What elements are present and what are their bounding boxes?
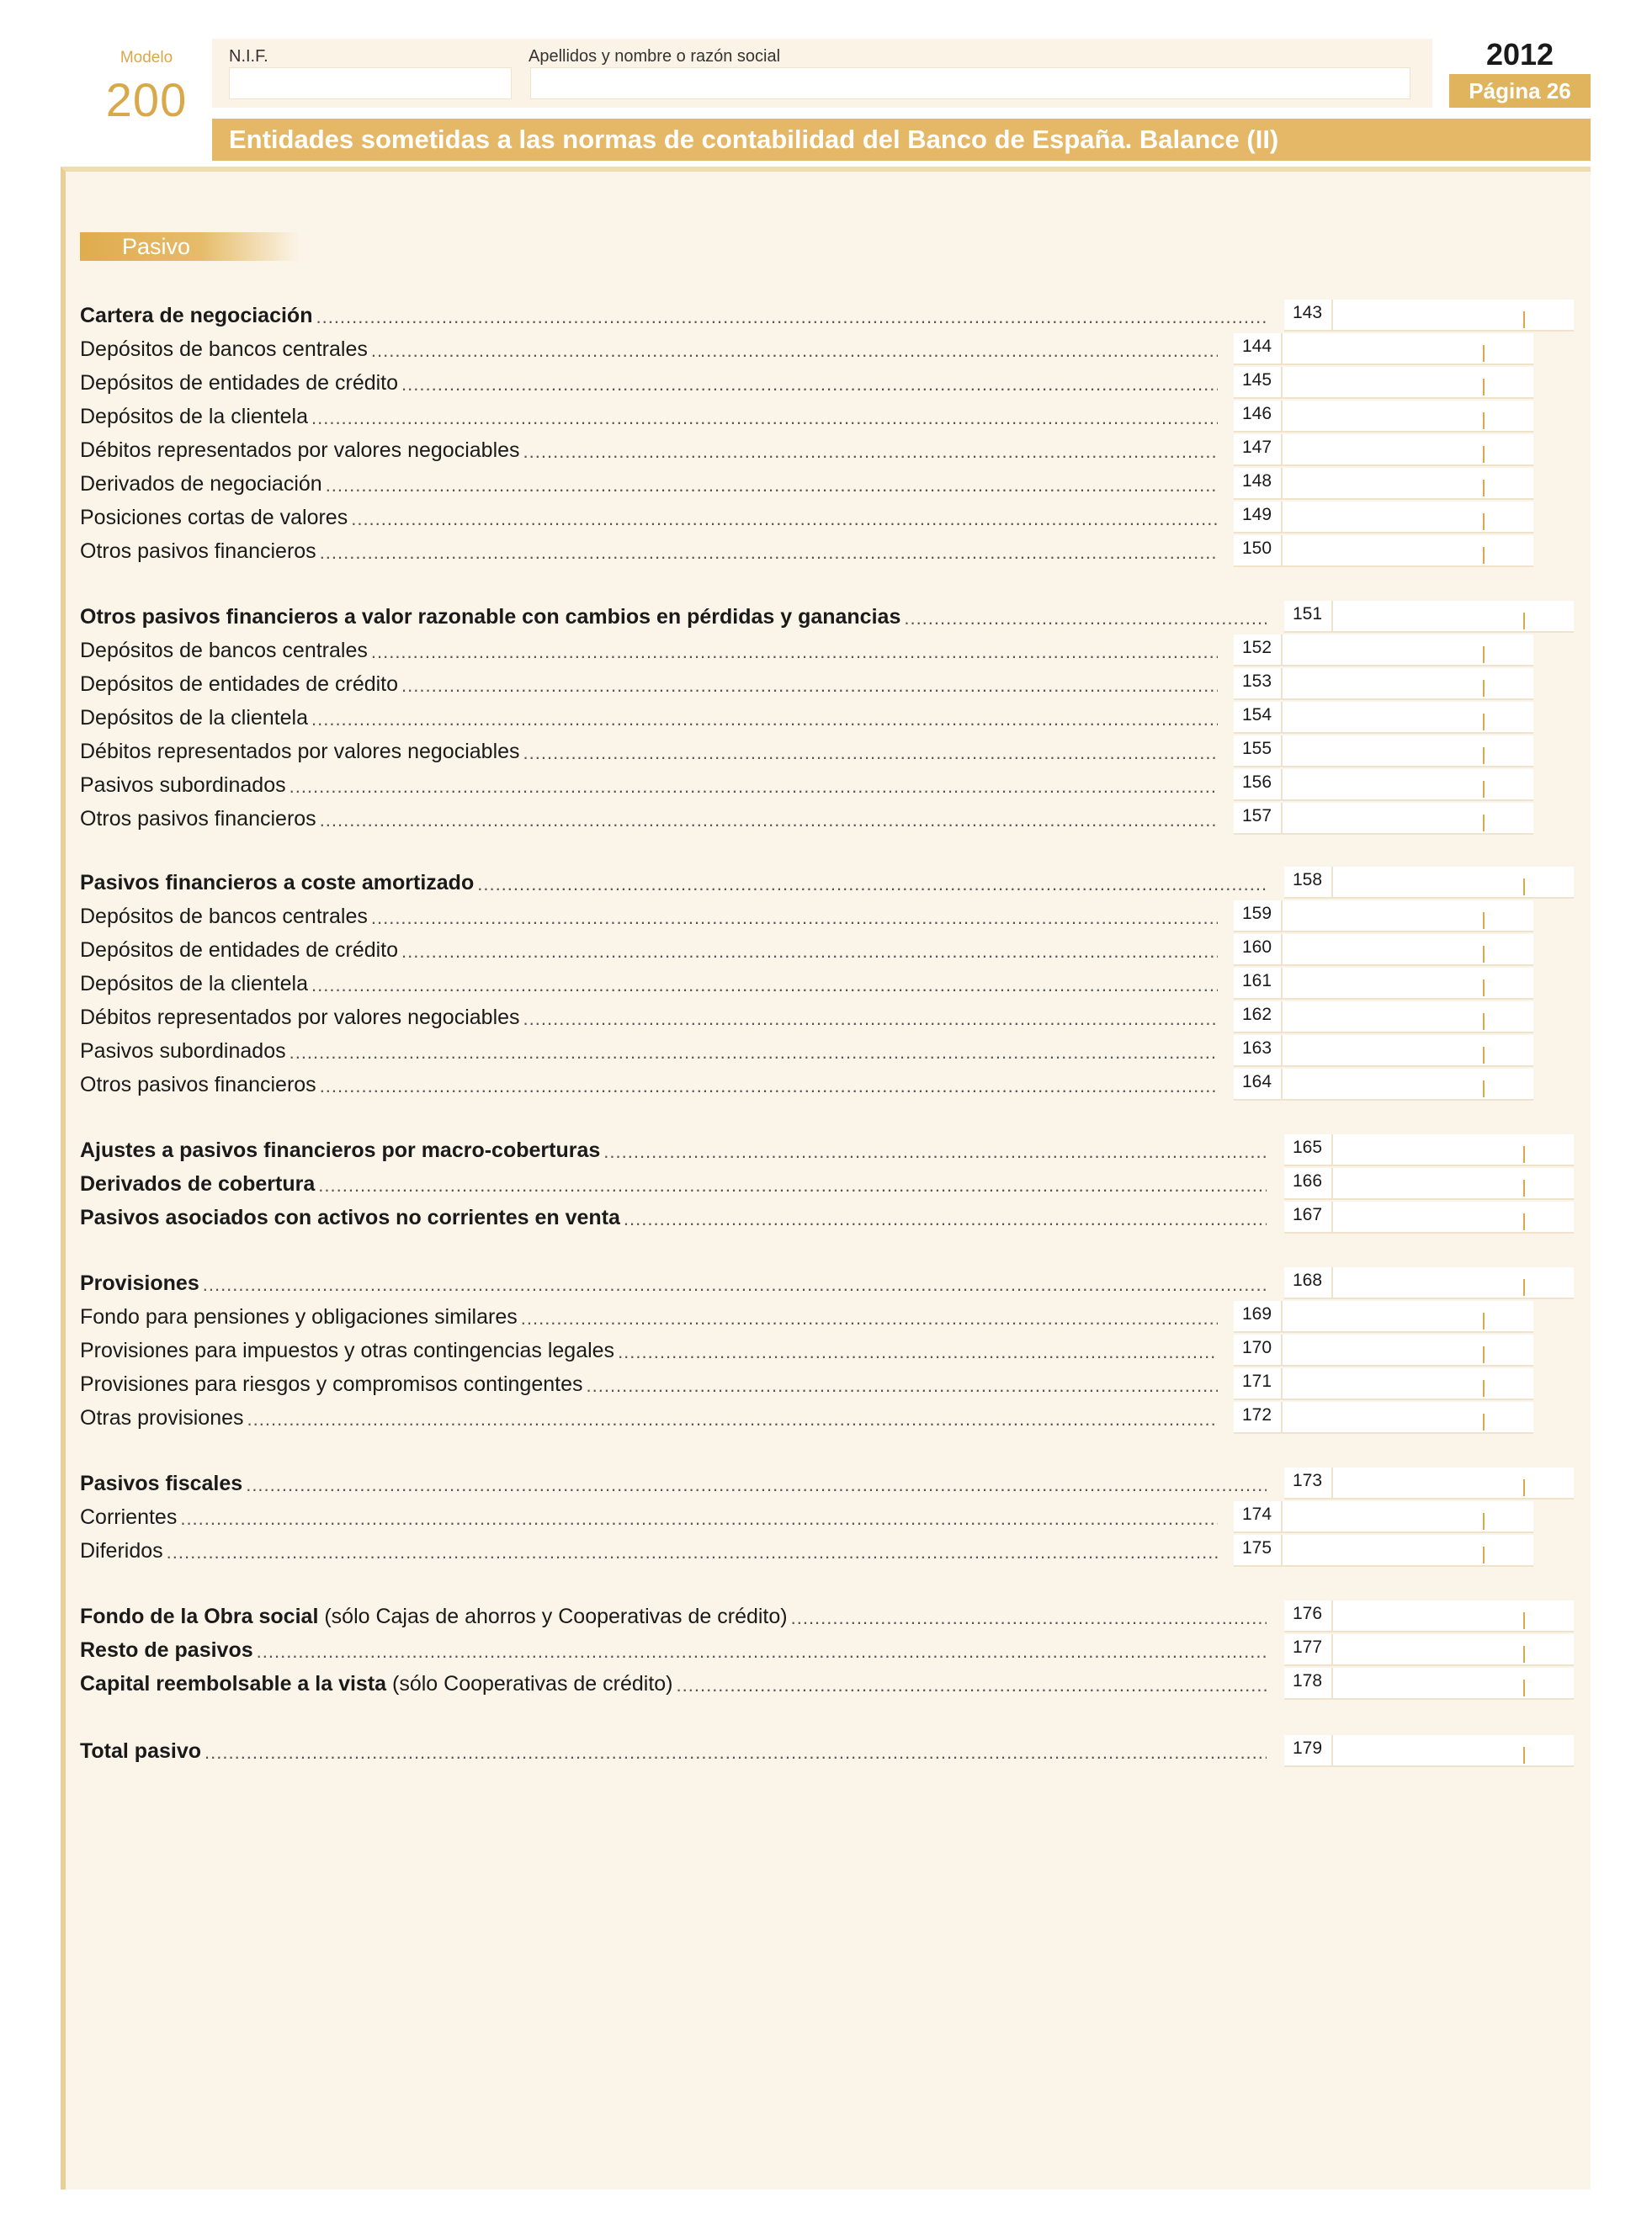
- row-label-text: Provisiones para riesgos y compromisos contingentes: [80, 1372, 583, 1396]
- row-label-note: (sólo Cajas de ahorros y Cooperativas de crédito): [318, 1605, 788, 1628]
- field-code: 170: [1234, 1335, 1283, 1367]
- field-code: 171: [1234, 1368, 1283, 1400]
- amount-field[interactable]: [1284, 1668, 1574, 1700]
- leader-dots: [316, 306, 1267, 332]
- row-label-text: Corrientes: [80, 1505, 178, 1529]
- amount-field[interactable]: [1284, 601, 1574, 633]
- page-title: Entidades sometidas a las normas de contabilidad del Banco de España. Balance (II): [212, 119, 1591, 161]
- decimal-separator-mark: [1483, 1346, 1485, 1363]
- field-code: 175: [1234, 1535, 1283, 1567]
- decimal-separator-mark: [1523, 613, 1525, 629]
- row-label: [80, 871, 474, 899]
- decimal-separator-mark: [1523, 878, 1525, 895]
- decimal-separator-mark: [1483, 547, 1485, 564]
- balance-row: [80, 333, 1218, 365]
- balance-row: [80, 1600, 1267, 1632]
- row-label: [80, 1372, 583, 1400]
- leader-dots: [523, 441, 1218, 466]
- balance-row: [80, 1069, 1218, 1101]
- balance-row: [80, 1001, 1218, 1033]
- field-code: 176: [1284, 1600, 1333, 1632]
- decimal-separator-mark: [1523, 1612, 1525, 1629]
- amount-field[interactable]: [1284, 1134, 1574, 1166]
- row-label: [80, 1006, 520, 1033]
- row-label: [80, 1305, 518, 1333]
- balance-row: [80, 1368, 1218, 1400]
- balance-row: [80, 900, 1218, 932]
- decimal-separator-mark: [1483, 714, 1485, 730]
- row-label-text: Depósitos de bancos centrales: [80, 905, 368, 928]
- amount-field[interactable]: [1234, 1001, 1533, 1033]
- field-code: 178: [1284, 1668, 1333, 1700]
- row-label: [80, 1406, 244, 1434]
- row-label: [80, 1139, 600, 1166]
- amount-field[interactable]: [1234, 1535, 1533, 1567]
- field-code: 149: [1234, 502, 1283, 533]
- field-code: 169: [1234, 1301, 1283, 1333]
- field-code: 148: [1234, 468, 1283, 500]
- section-tab: Pasivo: [80, 232, 300, 261]
- leader-dots: [523, 742, 1218, 767]
- decimal-separator-mark: [1483, 1080, 1485, 1097]
- field-code: 177: [1284, 1634, 1333, 1666]
- decimal-separator-mark: [1483, 1013, 1485, 1030]
- balance-row: [80, 634, 1218, 666]
- decimal-separator-mark: [1483, 781, 1485, 798]
- row-label: [80, 1472, 242, 1500]
- leader-dots: [320, 542, 1218, 567]
- amount-field[interactable]: [1234, 1035, 1533, 1067]
- modelo-number: 200: [105, 73, 188, 126]
- amount-field[interactable]: [1234, 668, 1533, 700]
- field-code: 156: [1234, 769, 1283, 801]
- field-code: 159: [1234, 900, 1283, 932]
- field-code: 154: [1234, 702, 1283, 734]
- row-label: [80, 938, 398, 966]
- balance-row: [80, 601, 1267, 633]
- row-label-text: Depósitos de la clientela: [80, 972, 308, 995]
- leader-dots: [180, 1508, 1218, 1533]
- field-code: 174: [1234, 1501, 1283, 1533]
- leader-dots: [320, 809, 1218, 835]
- row-label-text: Depósitos de entidades de crédito: [80, 672, 399, 696]
- decimal-separator-mark: [1483, 1313, 1485, 1330]
- amount-field[interactable]: [1234, 900, 1533, 932]
- decimal-separator-mark: [1483, 1513, 1485, 1530]
- balance-row: [80, 968, 1218, 1000]
- row-label-text: Total pasivo: [80, 1739, 202, 1763]
- leader-dots: [477, 873, 1267, 899]
- field-code: 164: [1234, 1069, 1283, 1101]
- balance-row: [80, 668, 1218, 700]
- amount-field[interactable]: [1284, 1600, 1574, 1632]
- decimal-separator-mark: [1483, 345, 1485, 362]
- row-label-text: Depósitos de la clientela: [80, 405, 308, 428]
- amount-field[interactable]: [1234, 434, 1533, 466]
- decimal-separator-mark: [1523, 1747, 1525, 1764]
- balance-row: [80, 1301, 1218, 1333]
- leader-dots: [521, 1308, 1218, 1333]
- balance-row: [80, 934, 1218, 966]
- row-label: [80, 1206, 620, 1234]
- decimal-separator-mark: [1523, 1279, 1525, 1296]
- balance-row: [80, 401, 1218, 433]
- decimal-separator-mark: [1483, 446, 1485, 463]
- decimal-separator-mark: [1523, 311, 1525, 328]
- row-label-note: (sólo Cooperativas de crédito): [386, 1672, 673, 1696]
- field-code: 147: [1234, 434, 1283, 466]
- row-label: [80, 506, 348, 533]
- amount-field[interactable]: [1234, 1069, 1533, 1101]
- row-label: [80, 1039, 286, 1067]
- leader-dots: [401, 675, 1218, 700]
- nif-label: N.I.F.: [229, 47, 268, 66]
- amount-field[interactable]: [1284, 1168, 1574, 1200]
- row-label-text: Fondo para pensiones y obligaciones similares: [80, 1305, 518, 1329]
- row-label-text: Cartera de negociación: [80, 304, 313, 327]
- balance-row: [80, 1267, 1267, 1299]
- decimal-separator-mark: [1483, 513, 1485, 530]
- decimal-separator-mark: [1483, 815, 1485, 831]
- page-badge: Página 26: [1449, 74, 1591, 108]
- row-label-text: Fondo de la Obra social: [80, 1605, 319, 1628]
- decimal-separator-mark: [1483, 680, 1485, 697]
- balance-row: [80, 1035, 1218, 1067]
- decimal-separator-mark: [1483, 1380, 1485, 1397]
- decimal-separator-mark: [1483, 946, 1485, 963]
- balance-row: [80, 1468, 1267, 1500]
- balance-row: [80, 1634, 1267, 1666]
- leader-dots: [167, 1542, 1218, 1567]
- decimal-separator-mark: [1523, 1146, 1525, 1163]
- leader-dots: [401, 941, 1218, 966]
- leader-dots: [311, 407, 1218, 433]
- row-label: [80, 1073, 316, 1101]
- row-label-text: Depósitos de entidades de crédito: [80, 938, 399, 962]
- leader-dots: [247, 1409, 1218, 1434]
- field-code: 165: [1284, 1134, 1333, 1166]
- leader-dots: [904, 608, 1267, 633]
- amount-field[interactable]: [1234, 1368, 1533, 1400]
- decimal-separator-mark: [1523, 1479, 1525, 1496]
- decimal-separator-mark: [1483, 1047, 1485, 1064]
- row-label-text: Otros pasivos financieros a valor razonable con cambios en pérdidas y ganancias: [80, 605, 901, 629]
- amount-field[interactable]: [1234, 535, 1533, 567]
- leader-dots: [401, 374, 1218, 399]
- balance-row: [80, 1335, 1218, 1367]
- amount-field[interactable]: [1284, 1735, 1574, 1767]
- leader-dots: [587, 1375, 1219, 1400]
- decimal-separator-mark: [1483, 747, 1485, 764]
- decimal-separator-mark: [1483, 646, 1485, 663]
- row-label: [80, 972, 308, 1000]
- row-label: [80, 807, 316, 835]
- row-label: [80, 905, 368, 932]
- balance-row: [80, 1535, 1218, 1567]
- field-code: 146: [1234, 401, 1283, 433]
- row-label-text: Derivados de cobertura: [80, 1172, 316, 1196]
- field-code: 173: [1284, 1468, 1333, 1500]
- leader-dots: [351, 508, 1218, 533]
- nif-input[interactable]: [229, 67, 512, 99]
- row-label-text: Otros pasivos financieros: [80, 807, 316, 831]
- amount-field[interactable]: [1234, 502, 1533, 533]
- row-label-text: Pasivos financieros a coste amortizado: [80, 871, 475, 894]
- row-label: [80, 706, 308, 734]
- balance-row: [80, 502, 1218, 533]
- amount-field[interactable]: [1234, 769, 1533, 801]
- leader-dots: [603, 1141, 1267, 1166]
- row-label-text: Diferidos: [80, 1539, 163, 1563]
- row-label: [80, 639, 368, 666]
- field-code: 158: [1284, 867, 1333, 899]
- amount-field[interactable]: [1234, 1501, 1533, 1533]
- balance-row: [80, 1202, 1267, 1234]
- balance-row: [80, 468, 1218, 500]
- balance-row: [80, 367, 1218, 399]
- amount-field[interactable]: [1234, 333, 1533, 365]
- balance-row: [80, 1501, 1218, 1533]
- row-label-text: Otros pasivos financieros: [80, 1073, 316, 1096]
- amount-field[interactable]: [1234, 1301, 1533, 1333]
- row-label: [80, 405, 308, 433]
- balance-row: [80, 1134, 1267, 1166]
- row-label-text: Débitos representados por valores negociables: [80, 740, 520, 763]
- row-label-text: Débitos representados por valores negociables: [80, 1006, 520, 1029]
- field-code: 143: [1284, 300, 1333, 332]
- row-label: [80, 773, 286, 801]
- row-label: [80, 605, 900, 633]
- field-code: 153: [1234, 668, 1283, 700]
- balance-row: [80, 1402, 1218, 1434]
- amount-field[interactable]: [1234, 934, 1533, 966]
- row-label-text: Depósitos de bancos centrales: [80, 337, 368, 361]
- row-label-text: Derivados de negociación: [80, 472, 322, 496]
- row-label-text: Depósitos de la clientela: [80, 706, 308, 730]
- amount-field[interactable]: [1234, 702, 1533, 734]
- year: 2012: [1485, 37, 1554, 72]
- leader-dots: [326, 475, 1218, 500]
- balance-row: [80, 867, 1267, 899]
- amount-field[interactable]: [1284, 867, 1574, 899]
- row-label-text: Provisiones: [80, 1271, 199, 1295]
- row-label-text: Pasivos subordinados: [80, 773, 286, 797]
- row-label: [80, 1505, 177, 1533]
- field-code: 168: [1284, 1267, 1333, 1299]
- row-label: [80, 1339, 614, 1367]
- row-label-text: Pasivos fiscales: [80, 1472, 243, 1495]
- row-label: [80, 304, 312, 332]
- leader-dots: [624, 1208, 1267, 1234]
- leader-dots: [289, 1042, 1218, 1067]
- row-label-text: Pasivos asociados con activos no corrientes en venta: [80, 1206, 620, 1229]
- decimal-separator-mark: [1523, 1646, 1525, 1663]
- row-label: [80, 1172, 315, 1200]
- leader-dots: [320, 1075, 1218, 1101]
- balance-row: [80, 1735, 1267, 1767]
- field-code: 144: [1234, 333, 1283, 365]
- field-code: 160: [1234, 934, 1283, 966]
- row-label-text: Provisiones para impuestos y otras contingencias legales: [80, 1339, 615, 1362]
- amount-field[interactable]: [1284, 1202, 1574, 1234]
- row-label: [80, 1539, 163, 1567]
- leader-dots: [371, 641, 1218, 666]
- decimal-separator-mark: [1483, 1547, 1485, 1563]
- amount-field[interactable]: [1284, 1468, 1574, 1500]
- row-label: [80, 1271, 199, 1299]
- leader-dots: [257, 1641, 1267, 1666]
- row-label: [80, 337, 368, 365]
- field-code: 151: [1284, 601, 1333, 633]
- row-label-text: Depósitos de bancos centrales: [80, 639, 368, 662]
- row-label: [80, 1638, 253, 1666]
- field-code: 166: [1284, 1168, 1333, 1200]
- field-code: 162: [1234, 1001, 1283, 1033]
- field-code: 150: [1234, 535, 1283, 567]
- field-code: 161: [1234, 968, 1283, 1000]
- row-label: [80, 472, 322, 500]
- row-label-text: Otras provisiones: [80, 1406, 244, 1430]
- balance-row: [80, 735, 1218, 767]
- field-code: 157: [1234, 803, 1283, 835]
- balance-row: [80, 300, 1267, 332]
- row-label-text: Débitos representados por valores negociables: [80, 438, 520, 462]
- row-label: [80, 438, 520, 466]
- row-label: [80, 672, 398, 700]
- row-label-text: Capital reembolsable a la vista: [80, 1672, 387, 1696]
- decimal-separator-mark: [1483, 480, 1485, 496]
- field-code: 145: [1234, 367, 1283, 399]
- amount-field[interactable]: [1284, 1267, 1574, 1299]
- balance-row: [80, 1168, 1267, 1200]
- row-label: [80, 740, 520, 767]
- row-label-text: Otros pasivos financieros: [80, 539, 316, 563]
- leader-dots: [205, 1742, 1267, 1767]
- decimal-separator-mark: [1523, 1680, 1525, 1696]
- balance-row: [80, 702, 1218, 734]
- decimal-separator-mark: [1523, 1180, 1525, 1197]
- amount-field[interactable]: [1234, 968, 1533, 1000]
- decimal-separator-mark: [1483, 912, 1485, 929]
- decimal-separator-mark: [1523, 1213, 1525, 1230]
- row-label-text: Ajustes a pasivos financieros por macro-coberturas: [80, 1139, 601, 1162]
- field-code: 163: [1234, 1035, 1283, 1067]
- leader-dots: [318, 1175, 1267, 1200]
- balance-row: [80, 434, 1218, 466]
- balance-row: [80, 803, 1218, 835]
- name-input[interactable]: [530, 67, 1410, 99]
- field-code: 155: [1234, 735, 1283, 767]
- leader-dots: [618, 1341, 1218, 1367]
- leader-dots: [791, 1607, 1267, 1632]
- leader-dots: [523, 1008, 1218, 1033]
- amount-field[interactable]: [1284, 300, 1574, 332]
- amount-field[interactable]: [1234, 367, 1533, 399]
- decimal-separator-mark: [1483, 1414, 1485, 1431]
- leader-dots: [371, 907, 1218, 932]
- amount-field[interactable]: [1234, 1402, 1533, 1434]
- leader-dots: [677, 1675, 1267, 1700]
- leader-dots: [203, 1274, 1267, 1299]
- amount-field[interactable]: [1234, 401, 1533, 433]
- field-code: 167: [1284, 1202, 1333, 1234]
- row-label-text: Posiciones cortas de valores: [80, 506, 348, 529]
- decimal-separator-mark: [1483, 979, 1485, 996]
- leader-dots: [371, 340, 1218, 365]
- amount-field[interactable]: [1234, 468, 1533, 500]
- row-label: [80, 1605, 788, 1632]
- amount-field[interactable]: [1234, 1335, 1533, 1367]
- leader-dots: [246, 1474, 1267, 1500]
- field-code: 172: [1234, 1402, 1283, 1434]
- row-label: [80, 1739, 201, 1767]
- row-label-text: Pasivos subordinados: [80, 1039, 286, 1063]
- leader-dots: [311, 709, 1218, 734]
- field-code: 179: [1284, 1735, 1333, 1767]
- decimal-separator-mark: [1483, 379, 1485, 395]
- modelo-label: Modelo: [120, 49, 173, 66]
- balance-row: [80, 1668, 1267, 1700]
- row-label-text: Resto de pasivos: [80, 1638, 253, 1662]
- row-label-text: Depósitos de entidades de crédito: [80, 371, 399, 395]
- amount-field[interactable]: [1234, 735, 1533, 767]
- name-label: Apellidos y nombre o razón social: [529, 47, 781, 66]
- balance-row: [80, 769, 1218, 801]
- row-label: [80, 1672, 673, 1700]
- leader-dots: [289, 776, 1218, 801]
- row-label: [80, 371, 398, 399]
- amount-field[interactable]: [1234, 803, 1533, 835]
- amount-field[interactable]: [1234, 634, 1533, 666]
- balance-row: [80, 535, 1218, 567]
- field-code: 152: [1234, 634, 1283, 666]
- decimal-separator-mark: [1483, 412, 1485, 429]
- row-label: [80, 539, 316, 567]
- leader-dots: [311, 974, 1218, 1000]
- amount-field[interactable]: [1284, 1634, 1574, 1666]
